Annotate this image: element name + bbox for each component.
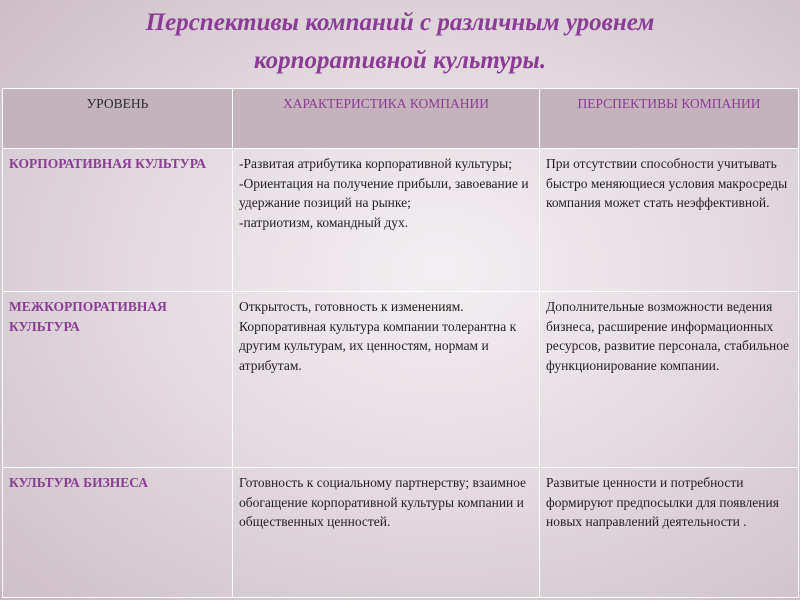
row-perspectives: Развитые ценности и потребности формируют предпосылки для появления новых направлений деятельности . — [540, 468, 799, 598]
table-row — [3, 292, 799, 468]
row-characteristic: Открытость, готовность к изменениям. Корпоративная культура компании толерантна к другим культурам, их ценностям, нормам и атрибутам. — [233, 292, 540, 468]
row-level: КУЛЬТУРА БИЗНЕСА — [3, 468, 233, 598]
row-level: КОРПОРАТИВНАЯ КУЛЬТУРА — [3, 149, 233, 292]
title-line-1: Перспективы компаний с различным уровнем — [145, 9, 655, 36]
row-perspectives: При отсутствии способности учитывать быстро меняющиеся условия макросреды компания может стать неэффективной. — [540, 149, 799, 292]
table-row — [3, 468, 799, 598]
header-perspectives: ПЕРСПЕКТИВЫ КОМПАНИИ — [540, 89, 799, 149]
header-characteristic: ХАРАКТЕРИСТИКА КОМПАНИИ — [233, 89, 540, 149]
row-level: МЕЖКОРПОРАТИВНАЯ КУЛЬТУРА — [3, 292, 233, 468]
row-perspectives: Дополнительные возможности ведения бизнеса, расширение информационных ресурсов, развитие персонала, стабильное функционирование компании. — [540, 292, 799, 468]
slide-title — [0, 4, 800, 80]
title-line-2: корпоративной культуры. — [253, 47, 547, 74]
row-characteristic: Готовность к социальному партнерству; взаимное обогащение корпоративной культуры компании и общественных ценностей. — [233, 468, 540, 598]
table-header-row — [3, 89, 799, 149]
culture-table — [2, 88, 799, 598]
row-characteristic: -Развитая атрибутика корпоративной культуры; -Ориентация на получение прибыли, завоевание и удержание позиций на рынке; -патриотизм, командный дух. — [233, 149, 540, 292]
table-row — [3, 149, 799, 292]
header-level: УРОВЕНЬ — [3, 89, 233, 149]
